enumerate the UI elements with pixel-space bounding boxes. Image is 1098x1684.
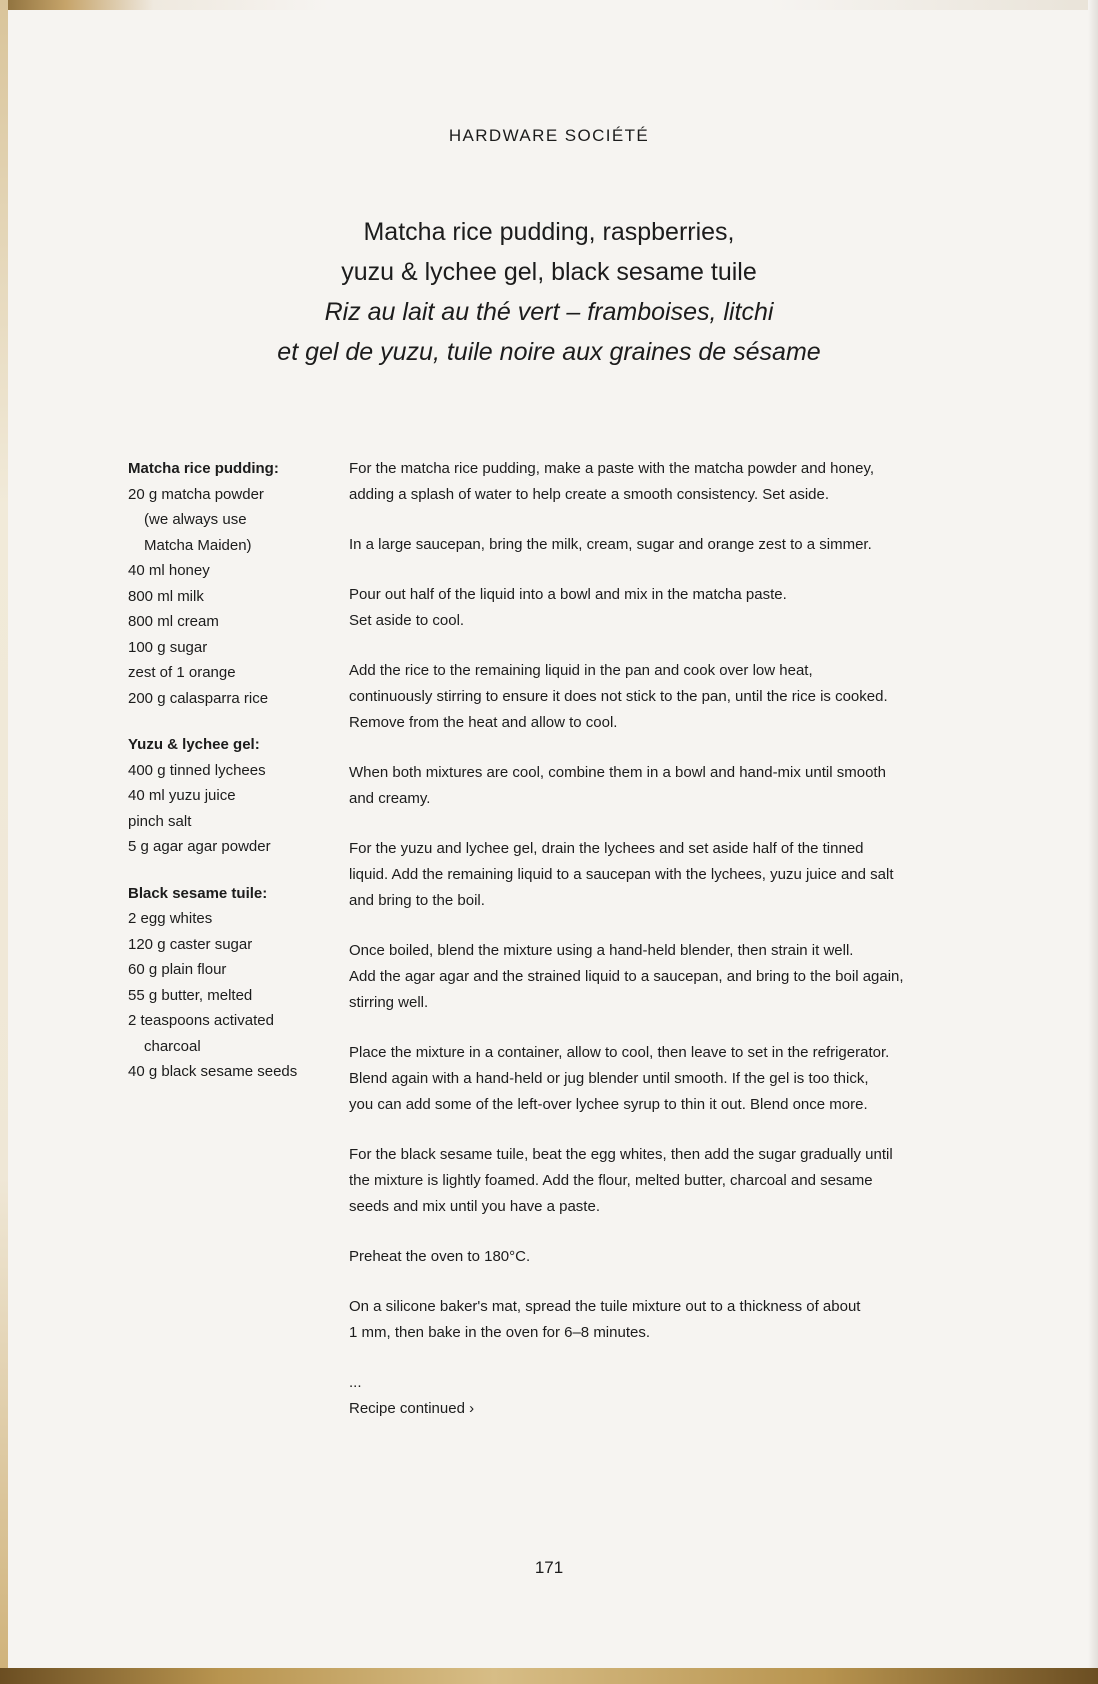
method-step: Add the rice to the remaining liquid in the pan and cook over low heat, continuously stirring to ensure it does not stick to the pan, until the rice is cooked. Remove from the heat and allow to cool.	[349, 662, 888, 731]
ingredient-heading: Black sesame tuile:	[128, 884, 268, 902]
page-number: 171	[534, 1558, 564, 1577]
ingredient-item: 60 g plain flour	[128, 961, 227, 978]
title-english-line-1: Matcha rice pudding, raspberries,	[363, 218, 735, 246]
ingredient-item: 100 g sugar	[128, 638, 208, 656]
page-edge-top	[0, 0, 1098, 10]
method-step: Place the mixture in a container, allow to cool, then leave to set in the refrigerator. Blend again with a hand-held or jug blender until smooth. If the gel is too thick, you can add some of the left-over lychee syrup to thin it out. Blend once more.	[349, 1044, 890, 1113]
ingredient-note: (we always use	[144, 511, 247, 528]
ingredient-heading: Yuzu & lychee gel:	[128, 736, 260, 753]
title-english-line-2: yuzu & lychee gel, black sesame tuile	[341, 258, 757, 286]
method-step: Preheat the oven to 180°C.	[349, 1248, 531, 1265]
method-step: When both mixtures are cool, combine them in a bowl and hand-mix until smooth and creamy.	[349, 764, 886, 807]
method-column	[349, 456, 949, 1446]
ingredient-item: 800 ml milk	[128, 587, 204, 605]
ingredient-group-pudding	[128, 456, 338, 711]
recipe-continued-link[interactable]: Recipe continued ›	[349, 1400, 475, 1417]
recipe-title	[0, 212, 1098, 372]
ingredient-item: 5 g agar agar powder	[128, 838, 271, 855]
ingredient-item: 20 g matcha powder	[128, 485, 264, 503]
ingredient-item: 120 g caster sugar	[128, 935, 253, 953]
ingredient-item: 40 ml honey	[128, 562, 210, 579]
running-head: HARDWARE SOCIÉTÉ	[448, 126, 650, 145]
ingredient-item: 2 teaspoons activated	[128, 1012, 274, 1029]
page-edge-bottom	[0, 1668, 1098, 1684]
ingredient-item: 55 g butter, melted	[128, 986, 253, 1004]
method-step: In a large saucepan, bring the milk, cream, sugar and orange zest to a simmer.	[349, 536, 872, 553]
ingredients-column	[128, 456, 338, 1106]
method-step: On a silicone baker's mat, spread the tuile mixture out to a thickness of about 1 mm, then bake in the oven for 6–8 minutes.	[349, 1298, 861, 1341]
method-step: Pour out half of the liquid into a bowl and mix in the matcha paste. Set aside to cool.	[349, 586, 787, 629]
ingredient-heading: Matcha rice pudding:	[128, 460, 279, 477]
title-french-line-1: Riz au lait au thé vert – framboises, litchi	[324, 298, 774, 326]
method-step: Once boiled, blend the mixture using a hand-held blender, then strain it well. Add the agar agar and the strained liquid to a saucepan, and bring to the boil again, stirring well.	[349, 942, 904, 1011]
ingredient-note: charcoal	[144, 1037, 201, 1055]
ingredient-group-gel	[128, 732, 338, 860]
title-french-line-2: et gel de yuzu, tuile noire aux graines de sésame	[277, 338, 821, 366]
ingredient-item: 2 egg whites	[128, 910, 213, 927]
ingredient-item: pinch salt	[128, 812, 192, 830]
ingredient-item: 800 ml cream	[128, 613, 219, 630]
ingredient-item: 40 g black sesame seeds	[128, 1063, 298, 1080]
ingredient-group-tuile	[128, 881, 338, 1085]
ingredient-item: zest of 1 orange	[128, 664, 236, 681]
ingredient-item: 200 g calasparra rice	[128, 689, 269, 707]
ingredient-note: Matcha Maiden)	[144, 536, 252, 554]
continuation-ellipsis: ...	[349, 1374, 362, 1391]
ingredient-item: 400 g tinned lychees	[128, 761, 266, 779]
method-step: For the yuzu and lychee gel, drain the lychees and set aside half of the tinned liquid. Add the remaining liquid to a saucepan with the lychees, yuzu juice and salt and bring to the boil.	[349, 840, 894, 909]
method-step: For the matcha rice pudding, make a paste with the matcha powder and honey, adding a splash of water to help create a smooth consistency. Set aside.	[349, 460, 875, 503]
ingredient-item: 40 ml yuzu juice	[128, 787, 236, 804]
method-step: For the black sesame tuile, beat the egg whites, then add the sugar gradually until the mixture is lightly foamed. Add the flour, melted butter, charcoal and sesame seeds and mix until you have a paste.	[349, 1146, 893, 1215]
